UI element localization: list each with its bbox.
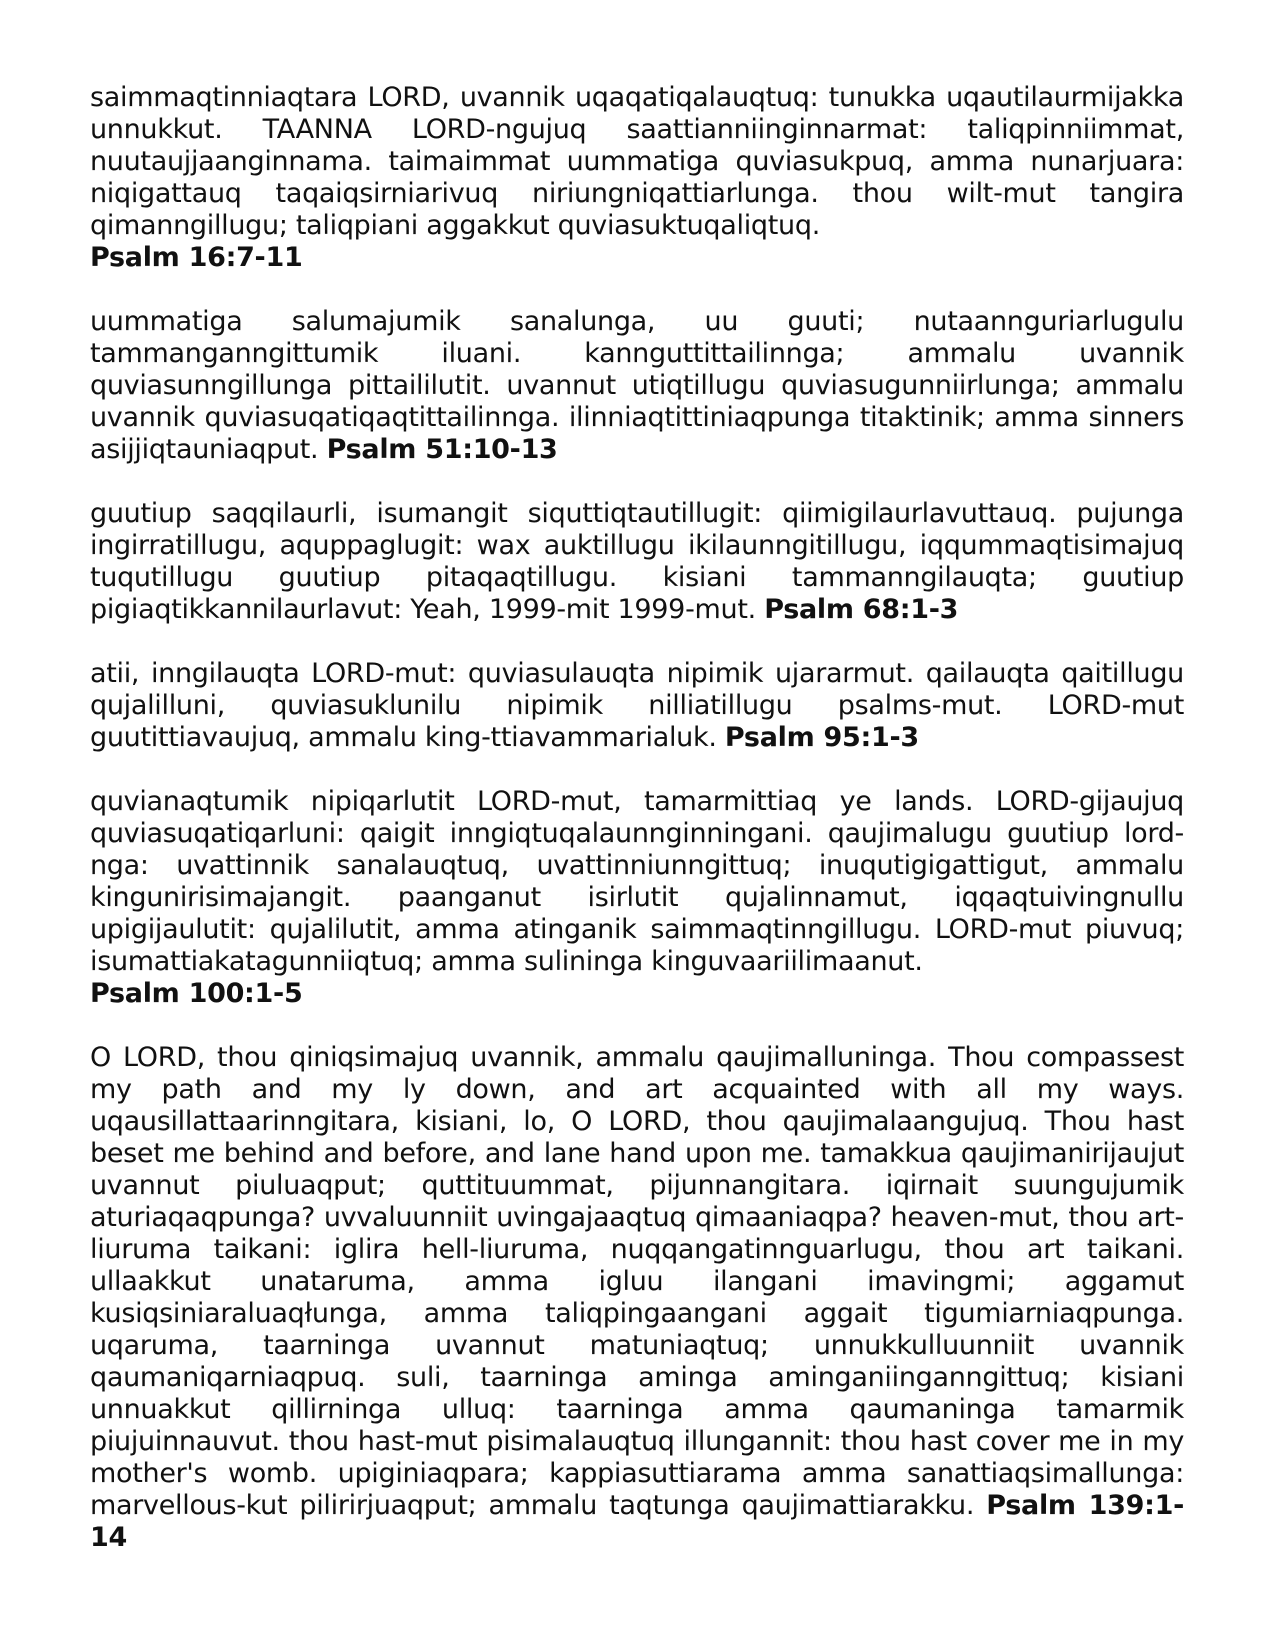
passage-body: atii, inngilauqta LORD-mut: quviasulauqta nipimik ujararmut. qailauqta qaitillugu qujalilluni, quviasuklunilu nipimik nilliatillugu psalms-mut. LORD-mut guutittiavaujuq, ammalu king-ttiavammarialuk.: [90, 658, 1184, 753]
passage-psalm-16: [90, 82, 1184, 274]
scripture-reference: Psalm 68:1-3: [764, 594, 959, 625]
passage-text: [90, 498, 1184, 626]
passage-psalm-95: [90, 658, 1184, 754]
passage-text: [90, 82, 1184, 274]
scripture-reference: Psalm 95:1-3: [724, 722, 919, 753]
scripture-reference: Psalm 51:10-13: [326, 434, 558, 465]
passage-psalm-139: [90, 1042, 1184, 1554]
document-page: [90, 82, 1184, 1586]
passage-text: [90, 786, 1184, 1010]
passage-text: [90, 658, 1184, 754]
passage-psalm-68: [90, 498, 1184, 626]
scripture-reference: Psalm 100:1-5: [90, 978, 303, 1009]
scripture-reference: Psalm 139:1-14: [90, 1490, 1184, 1553]
passage-body: uummatiga salumajumik sanalunga, uu guuti; nutaannguriarlugulu tammanganngittumik iluani. kannguttittailinnga; ammalu uvannik quviasunngillunga pittaililutit. uvannut utiqtillugu quviasugunniirlunga; ammalu uvannik quviasuqatiqaqtittailinnga. ilinniaqtittiniaqpunga titaktinik; amma sinners asijjiqtauniaqput.: [90, 306, 1184, 465]
passage-body: guutiup saqqilaurli, isumangit siquttiqtautillugit: qiimigilaurlavuttauq. pujunga ingirratillugu, aquppaglugit: wax auktillugu ikilaunngitillugu, iqqummaqtisimajuq tuqutillugu guutiup pitaqaqtillugu. kisiani tammanngilauqta; guutiup pigiaqtikkannilaurlavut: Yeah, 1999-mit 1999-mut.: [90, 498, 1184, 625]
passage-psalm-100: [90, 786, 1184, 1010]
passage-text: [90, 306, 1184, 466]
scripture-reference: Psalm 16:7-11: [90, 242, 303, 273]
passage-body: quvianaqtumik nipiqarlutit LORD-mut, tamarmittiaq ye lands. LORD-gijaujuq quviasuqatiqarluni: qaigit inngiqtuqalaunnginningani. qaujimalugu guutiup lord-nga: uvattinnik sanalauqtuq, uvattinniunngittuq; inuqutigigattigut, ammalu kingunirisimajangit. paanganut isirlutit qujalinnamut, iqqaqtuivingnullu upigijaulutit: qujalilutit, amma atinganik saimmaqtinngillugu. LORD-mut piuvuq; isumattiakatagunniiqtuq; amma sulininga kinguvaariilimaanut.: [90, 786, 1184, 977]
passage-text: [90, 1042, 1184, 1554]
passage-body: saimmaqtinniaqtara LORD, uvannik uqaqatiqalauqtuq: tunukka uqautilaurmijakka unnukkut. TAANNA LORD-ngujuq saattianniinginnarmat: taliqpinniimmat, nuutaujjaanginnama. taimaimmat uummatiga quviasukpuq, amma nunarjuara: niqigattauq taqaiqsirniarivuq niriungniqattiarlunga. thou wilt-mut tangira qimanngillugu; taliqpiani aggakkut quviasuktuqaliqtuq.: [90, 82, 1184, 241]
passage-psalm-51: [90, 306, 1184, 466]
passage-body: O LORD, thou qiniqsimajuq uvannik, ammalu qaujimalluninga. Thou compassest my path and my ly down, and art acquainted with all my ways. uqausillattaarinngitara, kisiani, lo, O LORD, thou qaujimalaangujuq. Thou hast beset me behind and before, and lane hand upon me. tamakkua qaujimanirijaujut uvannut piuluaqput; quttituummat, pijunnangitara. iqirnait suungujumik aturiaqaqpunga? uvvaluunniit uvingajaaqtuq qimaaniaqpa? heaven-mut, thou art-liuruma taikani: iglira hell-liuruma, nuqqangatinnguarlugu, thou art taikani. ullaakkut unataruma, amma igluu ilangani imavingmi; aggamut kusiqsiniaraluaqłunga, amma taliqpingaangani aggait tigumiarniaqpunga. uqaruma, taarninga uvannut matuniaqtuq; unnukkulluunniit uvannik qaumaniqarniaqpuq. suli, taarninga aminga aminganiinganngittuq; kisiani unnuakkut qillirninga ulluq: taarninga amma qaumaninga tamarmik piujuinnauvut. thou hast-mut pisimalauqtuq illungannit: thou hast cover me in my mother's womb. upiginiaqpara; kappiasuttiarama amma sanattiaqsimallunga: marvellous-kut pilirirjuaqput; ammalu taqtunga qaujimattiarakku.: [90, 1042, 1184, 1521]
